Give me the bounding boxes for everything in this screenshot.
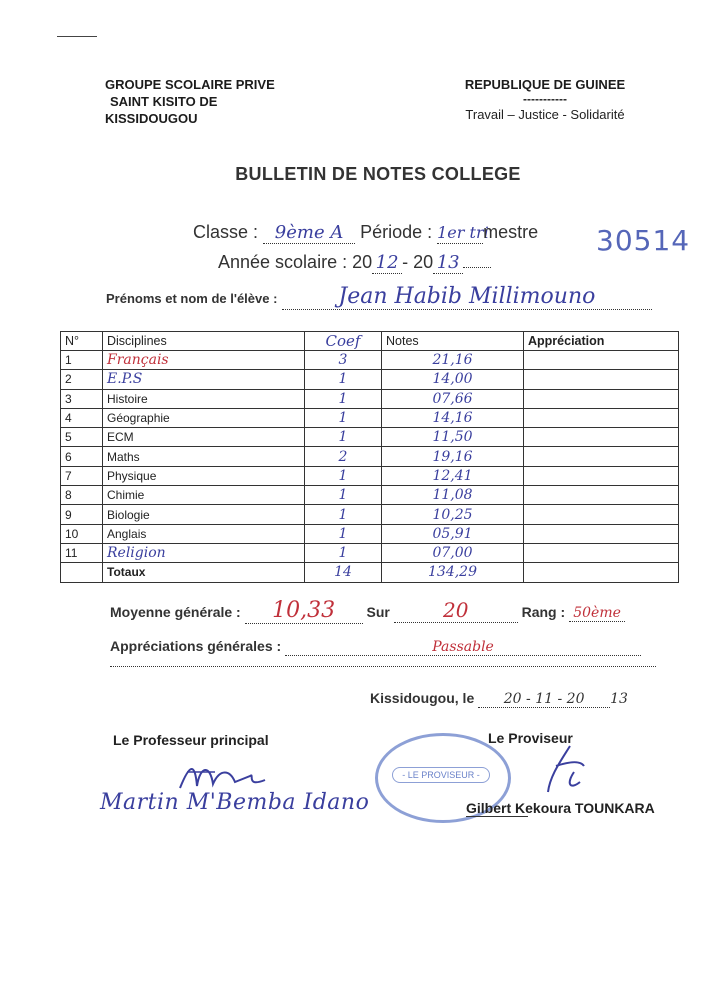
table-row (61, 428, 679, 447)
row-no: 2 (61, 370, 103, 389)
proviseur-label: Le Proviseur (488, 730, 573, 746)
table-row (61, 389, 679, 408)
header-disciplines: Disciplines (103, 332, 305, 351)
row-coef: 1 (305, 389, 382, 408)
row-note: 10,25 (382, 505, 524, 524)
row-coef: 1 (305, 543, 382, 562)
classe-field (263, 222, 355, 244)
appreciations-value: Passable (432, 639, 494, 655)
table-totals-row (61, 563, 679, 582)
school-header (105, 76, 275, 127)
row-appreciation (524, 505, 679, 524)
table-row (61, 408, 679, 427)
school-line-1: GROUPE SCOLAIRE PRIVE (105, 77, 275, 92)
row-discipline: ECM (103, 428, 305, 447)
prof-name: Martin M'Bemba Idano (100, 790, 370, 815)
row-coef: 1 (305, 505, 382, 524)
row-discipline: Physique (103, 466, 305, 485)
row-coef: 1 (305, 486, 382, 505)
school-line-3: KISSIDOUGOU (105, 111, 198, 126)
row-no: 10 (61, 524, 103, 543)
row-no: 4 (61, 408, 103, 427)
republic-name: REPUBLIQUE DE GUINEE (464, 77, 626, 92)
header-coef: Coef (305, 332, 382, 351)
republic-motto: Travail – Justice - Solidarité (465, 107, 625, 122)
row-appreciation (524, 543, 679, 562)
place-date-line (370, 690, 628, 708)
row-discipline: Religion (103, 543, 305, 562)
annee-mid: - 20 (402, 252, 434, 272)
moyenne-value: 10,33 (272, 598, 336, 623)
moyenne-label: Moyenne générale : (110, 604, 241, 620)
sur-value: 20 (442, 598, 469, 622)
proviseur-name: Gilbert Kekoura TOUNKARA (466, 800, 655, 816)
totals-no (61, 563, 103, 582)
row-note: 14,16 (382, 408, 524, 427)
table-row (61, 505, 679, 524)
totals-coef: 14 (305, 563, 382, 582)
annee-start: 12 (375, 252, 399, 273)
row-appreciation (524, 447, 679, 466)
table-row (61, 543, 679, 562)
sur-label: Sur (366, 604, 390, 620)
date-year-end: 13 (610, 691, 628, 707)
classe-label: Classe : (193, 222, 259, 242)
row-appreciation (524, 408, 679, 427)
annee-trailing-dots (463, 267, 491, 268)
rang-field (569, 604, 625, 622)
row-appreciation (524, 389, 679, 408)
moyenne-field (245, 598, 363, 624)
prof-label: Le Professeur principal (113, 732, 269, 748)
school-line-2: SAINT KISITO DE (110, 94, 218, 109)
reference-number: 30514 (596, 224, 691, 257)
row-appreciation (524, 466, 679, 485)
proviseur-signature-icon (540, 742, 590, 798)
annee-label: Année scolaire : 20 (218, 252, 373, 272)
appreciations-line (110, 638, 641, 656)
table-row (61, 447, 679, 466)
row-discipline: Chimie (103, 486, 305, 505)
row-no: 11 (61, 543, 103, 562)
row-note: 07,66 (382, 389, 524, 408)
row-no: 6 (61, 447, 103, 466)
totals-appreciation (524, 563, 679, 582)
rang-label: Rang : (521, 604, 566, 620)
row-coef: 1 (305, 370, 382, 389)
row-discipline: Histoire (103, 389, 305, 408)
row-coef: 2 (305, 447, 382, 466)
periode-label: Période : (360, 222, 433, 242)
periode-value: 1er tri (437, 223, 489, 242)
header-notes: Notes (382, 332, 524, 351)
row-appreciation (524, 370, 679, 389)
row-coef: 1 (305, 466, 382, 485)
row-discipline: Français (103, 351, 305, 370)
student-name: Jean Habib Millimouno (338, 284, 596, 309)
row-coef: 1 (305, 428, 382, 447)
republic-header (440, 76, 650, 124)
row-note: 19,16 (382, 447, 524, 466)
row-no: 8 (61, 486, 103, 505)
appreciations-label: Appréciations générales : (110, 638, 282, 654)
periode-suffix: mestre (483, 222, 539, 242)
annee-end: 13 (436, 252, 460, 273)
row-coef: 1 (305, 524, 382, 543)
table-row (61, 466, 679, 485)
average-line (110, 598, 625, 624)
stamp-text: - LE PROVISEUR - (392, 767, 490, 783)
date-field (478, 690, 610, 708)
row-note: 07,00 (382, 543, 524, 562)
republic-separator: ----------- (523, 92, 567, 106)
table-row (61, 370, 679, 389)
row-appreciation (524, 524, 679, 543)
student-name-field (282, 284, 652, 310)
student-line (106, 284, 652, 310)
school-year-line (218, 252, 491, 274)
row-discipline: E.P.S (103, 370, 305, 389)
row-discipline: Maths (103, 447, 305, 466)
sur-field (394, 598, 518, 623)
row-note: 11,50 (382, 428, 524, 447)
row-note: 05,91 (382, 524, 524, 543)
header-appreciation: Appréciation (524, 332, 679, 351)
row-appreciation (524, 351, 679, 370)
row-coef: 3 (305, 351, 382, 370)
row-no: 7 (61, 466, 103, 485)
table-header-row (61, 332, 679, 351)
row-no: 9 (61, 505, 103, 524)
appreciations-second-line (110, 658, 656, 667)
row-note: 12,41 (382, 466, 524, 485)
row-note: 14,00 (382, 370, 524, 389)
table-row (61, 351, 679, 370)
row-discipline: Biologie (103, 505, 305, 524)
place-label: Kissidougou, le (370, 690, 475, 706)
row-appreciation (524, 486, 679, 505)
class-period-line (193, 222, 538, 244)
top-rule (57, 36, 97, 37)
row-no: 1 (61, 351, 103, 370)
rang-value: 50ème (573, 605, 621, 621)
table-row (61, 524, 679, 543)
row-no: 3 (61, 389, 103, 408)
totals-label: Totaux (103, 563, 305, 582)
table-row (61, 486, 679, 505)
appreciations-field (285, 638, 641, 656)
periode-field (437, 222, 489, 244)
totals-note: 134,29 (382, 563, 524, 582)
row-appreciation (524, 428, 679, 447)
row-note: 11,08 (382, 486, 524, 505)
page-title: BULLETIN DE NOTES COLLEGE (235, 164, 521, 184)
student-label: Prénoms et nom de l'élève : (106, 291, 278, 306)
row-note: 21,16 (382, 351, 524, 370)
row-discipline: Géographie (103, 408, 305, 427)
row-no: 5 (61, 428, 103, 447)
row-coef: 1 (305, 408, 382, 427)
date-value: 20 - 11 - 20 (503, 691, 585, 707)
classe-value: 9ème A (274, 222, 344, 243)
header-no: N° (61, 332, 103, 351)
grades-table (60, 331, 679, 583)
proviseur-name-underline (466, 816, 528, 817)
annee-end-field (433, 252, 463, 274)
annee-start-field (372, 252, 402, 274)
row-discipline: Anglais (103, 524, 305, 543)
